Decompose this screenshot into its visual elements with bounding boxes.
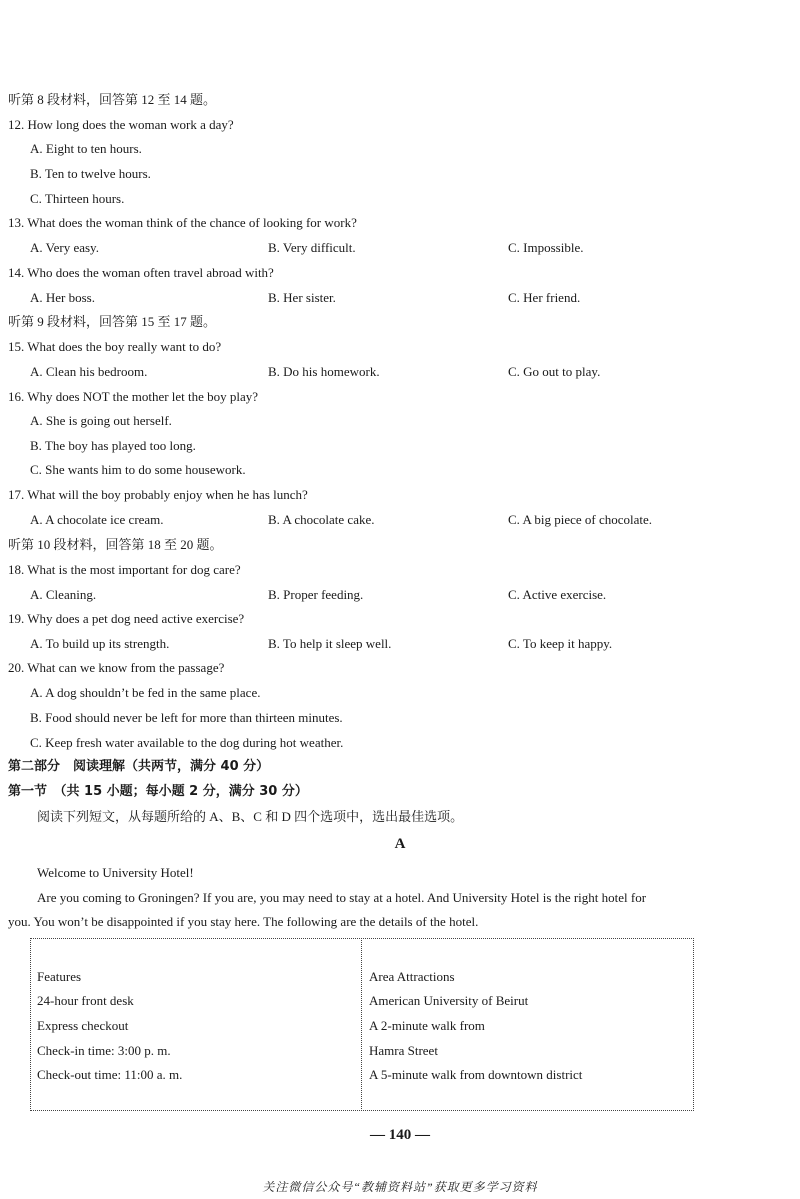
q17-option-a: A. A chocolate ice cream. <box>30 512 164 527</box>
question-15: 15. What does the boy really want to do? <box>8 339 222 354</box>
q16-option-b: B. The boy has played too long. <box>30 438 196 453</box>
attraction-item: Hamra Street <box>369 1043 438 1058</box>
page-number: — 140 — <box>370 1127 430 1143</box>
question-14: 14. Who does the woman often travel abroad with? <box>8 265 274 280</box>
q18-option-b: B. Proper feeding. <box>268 587 364 602</box>
feature-item: Express checkout <box>37 1018 129 1033</box>
q16-option-a: A. She is going out herself. <box>30 413 172 428</box>
q18-option-c: C. Active exercise. <box>508 587 607 602</box>
part-two-title: 第二部分 阅读理解（共两节，满分 40 分） <box>8 759 270 774</box>
attraction-item: A 2-minute walk from <box>369 1018 485 1033</box>
q15-option-a: A. Clean his bedroom. <box>30 364 148 379</box>
q15-option-c: C. Go out to play. <box>508 364 601 379</box>
q18-option-a: A. Cleaning. <box>30 587 97 602</box>
q12-option-b: B. Ten to twelve hours. <box>30 166 151 181</box>
question-20: 20. What can we know from the passage? <box>8 660 225 675</box>
question-12: 12. How long does the woman work a day? <box>8 117 234 132</box>
table-column-divider <box>361 938 362 1109</box>
q16-option-c: C. She wants him to do some housework. <box>30 462 246 477</box>
q14-option-c: C. Her friend. <box>508 290 581 305</box>
q19-option-a: A. To build up its strength. <box>30 636 170 651</box>
attraction-item: American University of Beirut <box>369 993 529 1008</box>
question-13: 13. What does the woman think of the chance of looking for work? <box>8 215 357 230</box>
q13-option-c: C. Impossible. <box>508 240 584 255</box>
q17-option-b: B. A chocolate cake. <box>268 512 375 527</box>
footer-note: 关注微信公众号“教辅资料站”获取更多学习资料 <box>262 1180 538 1194</box>
q14-option-b: B. Her sister. <box>268 290 336 305</box>
q20-option-c: C. Keep fresh water available to the dog during hot weather. <box>30 735 344 750</box>
material-10-intro: 听第 10 段材料，回答第 18 至 20 题。 <box>8 537 223 552</box>
question-19: 19. Why does a pet dog need active exercise? <box>8 611 245 626</box>
q12-option-c: C. Thirteen hours. <box>30 191 125 206</box>
q13-option-b: B. Very difficult. <box>268 240 356 255</box>
section-one-title: 第一节 （共 15 小题；每小题 2 分，满分 30 分） <box>8 784 308 799</box>
q20-option-b: B. Food should never be left for more than thirteen minutes. <box>30 710 343 725</box>
question-17: 17. What will the boy probably enjoy when he has lunch? <box>8 487 308 502</box>
q14-option-a: A. Her boss. <box>30 290 95 305</box>
reading-instructions: 阅读下列短文，从每题所给的 A、B、C 和 D 四个选项中，选出最佳选项。 <box>37 809 464 824</box>
q13-option-a: A. Very easy. <box>30 240 99 255</box>
q15-option-b: B. Do his homework. <box>268 364 380 379</box>
hotel-details-table <box>30 938 694 1111</box>
features-header: Features <box>37 969 82 984</box>
material-8-intro: 听第 8 段材料，回答第 12 至 14 题。 <box>8 92 217 107</box>
question-16: 16. Why does NOT the mother let the boy play? <box>8 389 259 404</box>
passage-line-1: Are you coming to Groningen? If you are, you may need to stay at a hotel. And University Hotel is the right hotel for <box>37 890 647 905</box>
attractions-header: Area Attractions <box>369 969 455 984</box>
q20-option-a: A. A dog shouldn’t be fed in the same place. <box>30 685 261 700</box>
passage-greeting: Welcome to University Hotel! <box>37 865 194 880</box>
passage-label: A <box>394 836 406 852</box>
q19-option-c: C. To keep it happy. <box>508 636 613 651</box>
q12-option-a: A. Eight to ten hours. <box>30 141 142 156</box>
attraction-item: A 5-minute walk from downtown district <box>369 1067 583 1082</box>
q19-option-b: B. To help it sleep well. <box>268 636 392 651</box>
material-9-intro: 听第 9 段材料，回答第 15 至 17 题。 <box>8 314 217 329</box>
question-18: 18. What is the most important for dog care? <box>8 562 241 577</box>
feature-item: Check-out time: 11:00 a. m. <box>37 1067 183 1082</box>
passage-line-2: you. You won’t be disappointed if you stay here. The following are the details of the hotel. <box>8 914 479 929</box>
q17-option-c: C. A big piece of chocolate. <box>508 512 653 527</box>
feature-item: 24-hour front desk <box>37 993 134 1008</box>
feature-item: Check-in time: 3:00 p. m. <box>37 1043 171 1058</box>
